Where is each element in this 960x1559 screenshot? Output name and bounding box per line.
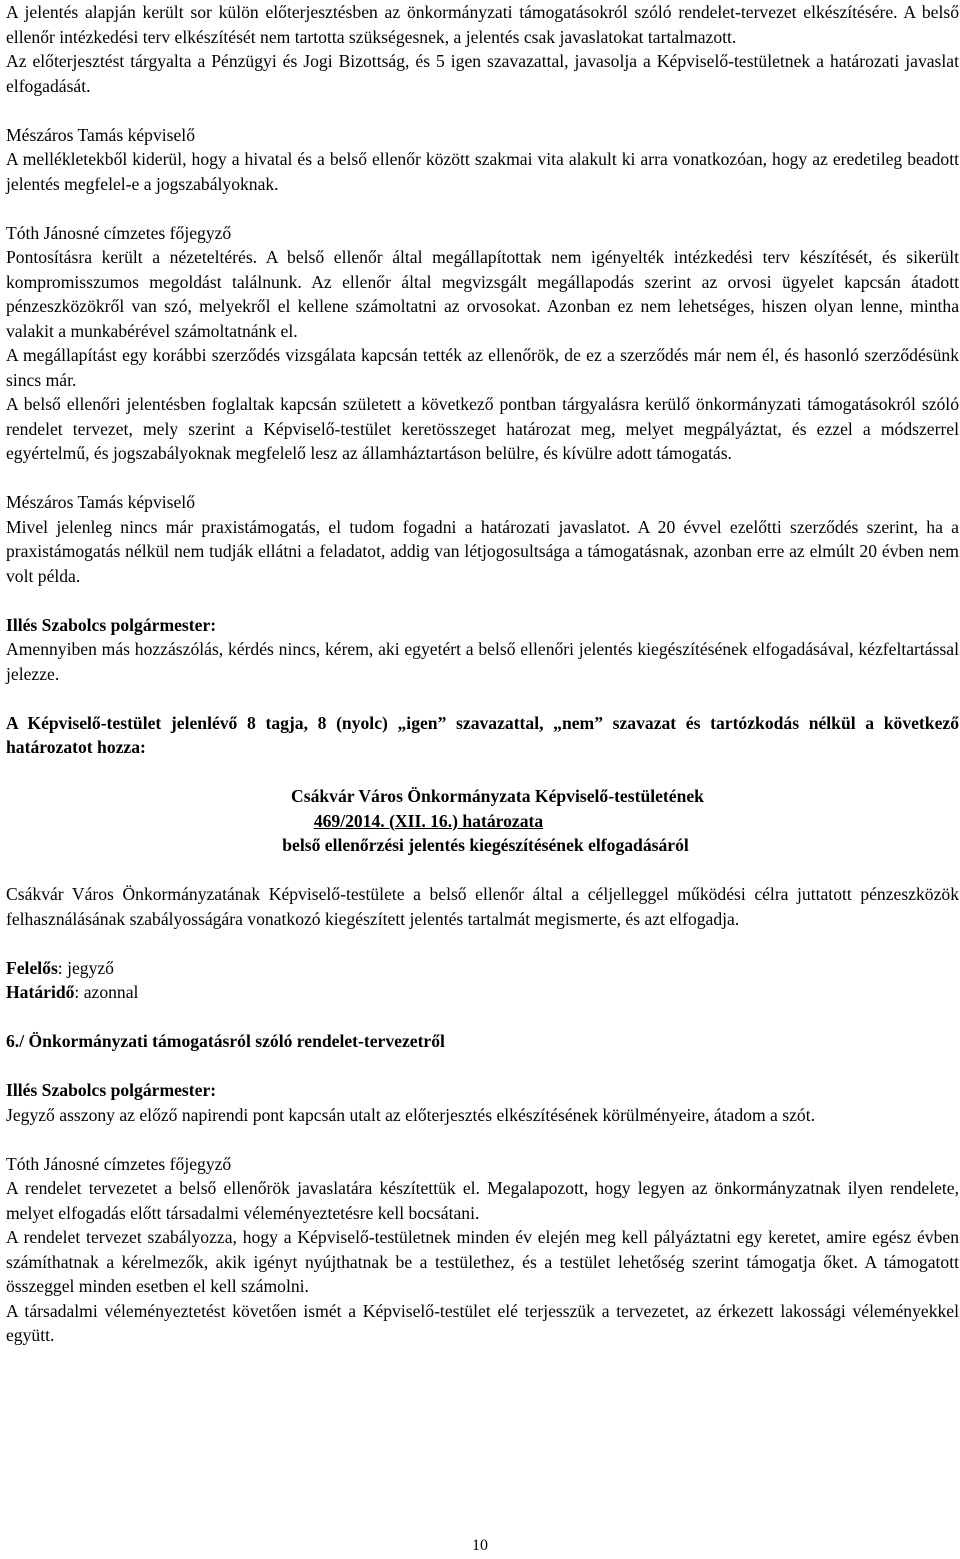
speech-toth-1-p3: A belső ellenőri jelentésben foglaltak kapcsán született a következő pontban tárgyalásra kerülő önkormányzati támogatásokról szóló rendelet tervezet, mely szerint a Képviselő-testület keretösszeget határozat meg, melyet megpályáztat, és ezzel a módszerrel egyértelmű, és jogszabályoknak megfelelő lesz az államháztartáson belülre, és kívülre adott támogatás. (6, 394, 959, 463)
speaker-meszaros-2: Mészáros Tamás képviselő (6, 492, 195, 512)
deadline-label: Határidő (6, 982, 75, 1002)
speech-toth-1-p1: Pontosításra került a nézeteltérés. A belső ellenőr által megállapítottak nem igényelték intézkedési terv készítését, és sikerült kompromisszumos megoldást találnunk. Az ellenőr által megvizsgált megállapodás szerint az orvosi ügyelet kapcsán átadott pénzeszközökről van szó, melyekről el kellene számoltatni az orvosokat. Azonban ez nem lehetséges, hiszen olyan lenne, mintha valakit a munkabérével számoltatnánk el. (6, 247, 959, 341)
speaker-meszaros-1: Mészáros Tamás képviselő (6, 124, 195, 145)
resolution-heading-line3: belső ellenőrzési jelentés kiegészítésének elfogadásáról (282, 835, 689, 855)
vote-statement: A Képviselő-testület jelenlévő 8 tagja, 8 (nyolc) „igen” szavazattal, „nem” szavazat és tartózkodás nélkül a következő határozatot hozza: (6, 712, 959, 757)
resolution-heading-line2 (6, 809, 959, 834)
responsible-line (6, 956, 959, 981)
speaker-toth-2: Tóth Jánosné címzetes főjegyző (6, 1153, 232, 1174)
deadline-value: : azonnal (74, 982, 139, 1002)
resolution-heading-line1: Csákvár Város Önkormányzata Képviselő-testületének (291, 786, 704, 806)
speech-toth-2-p1: A rendelet tervezetet a belső ellenőrök javaslatára készítettük el. Megalapozott, hogy legyen az önkormányzatnak ilyen rendelete, melyet elfogadás előtt társadalmi véleményeztetésre kell bocsátani. (6, 1178, 959, 1223)
responsible-value: : jegyző (57, 957, 114, 978)
speech-toth-2-p3: A társadalmi véleményeztetést követően ismét a Képviselő-testület elé terjesszük a tervezetet, az érkezett lakossági véleményekkel együtt. (6, 1300, 959, 1345)
agenda-number: 6./ (6, 1031, 25, 1051)
speech-illes-2: Jegyző asszony az előző napirendi pont kapcsán utalt az előterjesztés elkészítésének körülményeire, átadom a szót. (6, 1104, 815, 1125)
page-number: 10 (472, 1537, 488, 1554)
speaker-illes-1: Illés Szabolcs polgármester: (6, 614, 217, 635)
speech-meszaros-2: Mivel jelenleg nincs már praxistámogatás, el tudom fogadni a határozati javaslatot. A 20 évvel ezelőtti szerződés szerint, ha a praxistámogatás nélkül nem tudják ellátni a feladatot, addig van létjogosultsága a támogatásnak, azonban erre az elmúlt 20 évben nem volt példa. (6, 516, 959, 586)
speaker-toth-1: Tóth Jánosné címzetes főjegyző (6, 222, 232, 243)
speech-meszaros-1: A mellékletekből kiderül, hogy a hivatal és a belső ellenőr között szakmai vita alakult ki arra vonatkozóan, hogy az eredetileg beadott jelentés megfelel-e a jogszabályoknak. (6, 149, 959, 194)
speech-toth-2-p2: A rendelet tervezet szabályozza, hogy a Képviselő-testületnek minden év elején meg kell pályáztatni egy keretet, amire egész évben számíthatnak a kérelmezők, akik igényt nyújthatnak be a testülethez, és a testület lehetőség szerint támogatja őket. A támogatott összeggel minden esetben el kell számolni. (6, 1227, 959, 1296)
resolution-number: 469/2014. (XII. 16.) határozata (313, 810, 544, 831)
agenda-title: Önkormányzati támogatásról szóló rendelet-tervezetről (28, 1031, 445, 1051)
document-page (6, 0, 959, 1348)
deadline-line (6, 980, 959, 1005)
agenda-heading (6, 1029, 959, 1054)
speech-toth-1-p2: A megállapítást egy korábbi szerződés vizsgálata kapcsán tették az ellenőrök, de ez a szerződés már nem él, és hasonló szerződésünk sincs már. (6, 345, 959, 390)
resolution-body: Csákvár Város Önkormányzatának Képviselő-testülete a belső ellenőr által a céljelleggel működési célra juttatott pénzeszközök felhasználásának szabályosságára vonatkozó kiegészített jelentés tartalmát megismerte, és azt elfogadja. (6, 884, 959, 929)
speaker-illes-2: Illés Szabolcs polgármester: (6, 1080, 217, 1100)
intro-paragraph-1: A jelentés alapján került sor külön előterjesztésben az önkormányzati támogatásokról szóló rendelet-tervezet elkészítésére. A belső ellenőr intézkedési terv elkészítését nem tartotta szükségesnek, a jelentés csak javaslatokat tartalmazott. (6, 2, 959, 47)
speech-illes-1: Amennyiben más hozzászólás, kérdés nincs, kérem, aki egyetért a belső ellenőri jelentés kiegészítésének elfogadásával, kézfeltartással jelezze. (6, 639, 959, 684)
intro-paragraph-2: Az előterjesztést tárgyalta a Pénzügyi és Jogi Bizottság, és 5 igen szavazattal, javasolja a Képviselő-testületnek a határozati javaslat elfogadását. (6, 51, 959, 96)
responsible-label: Felelős (6, 957, 58, 978)
